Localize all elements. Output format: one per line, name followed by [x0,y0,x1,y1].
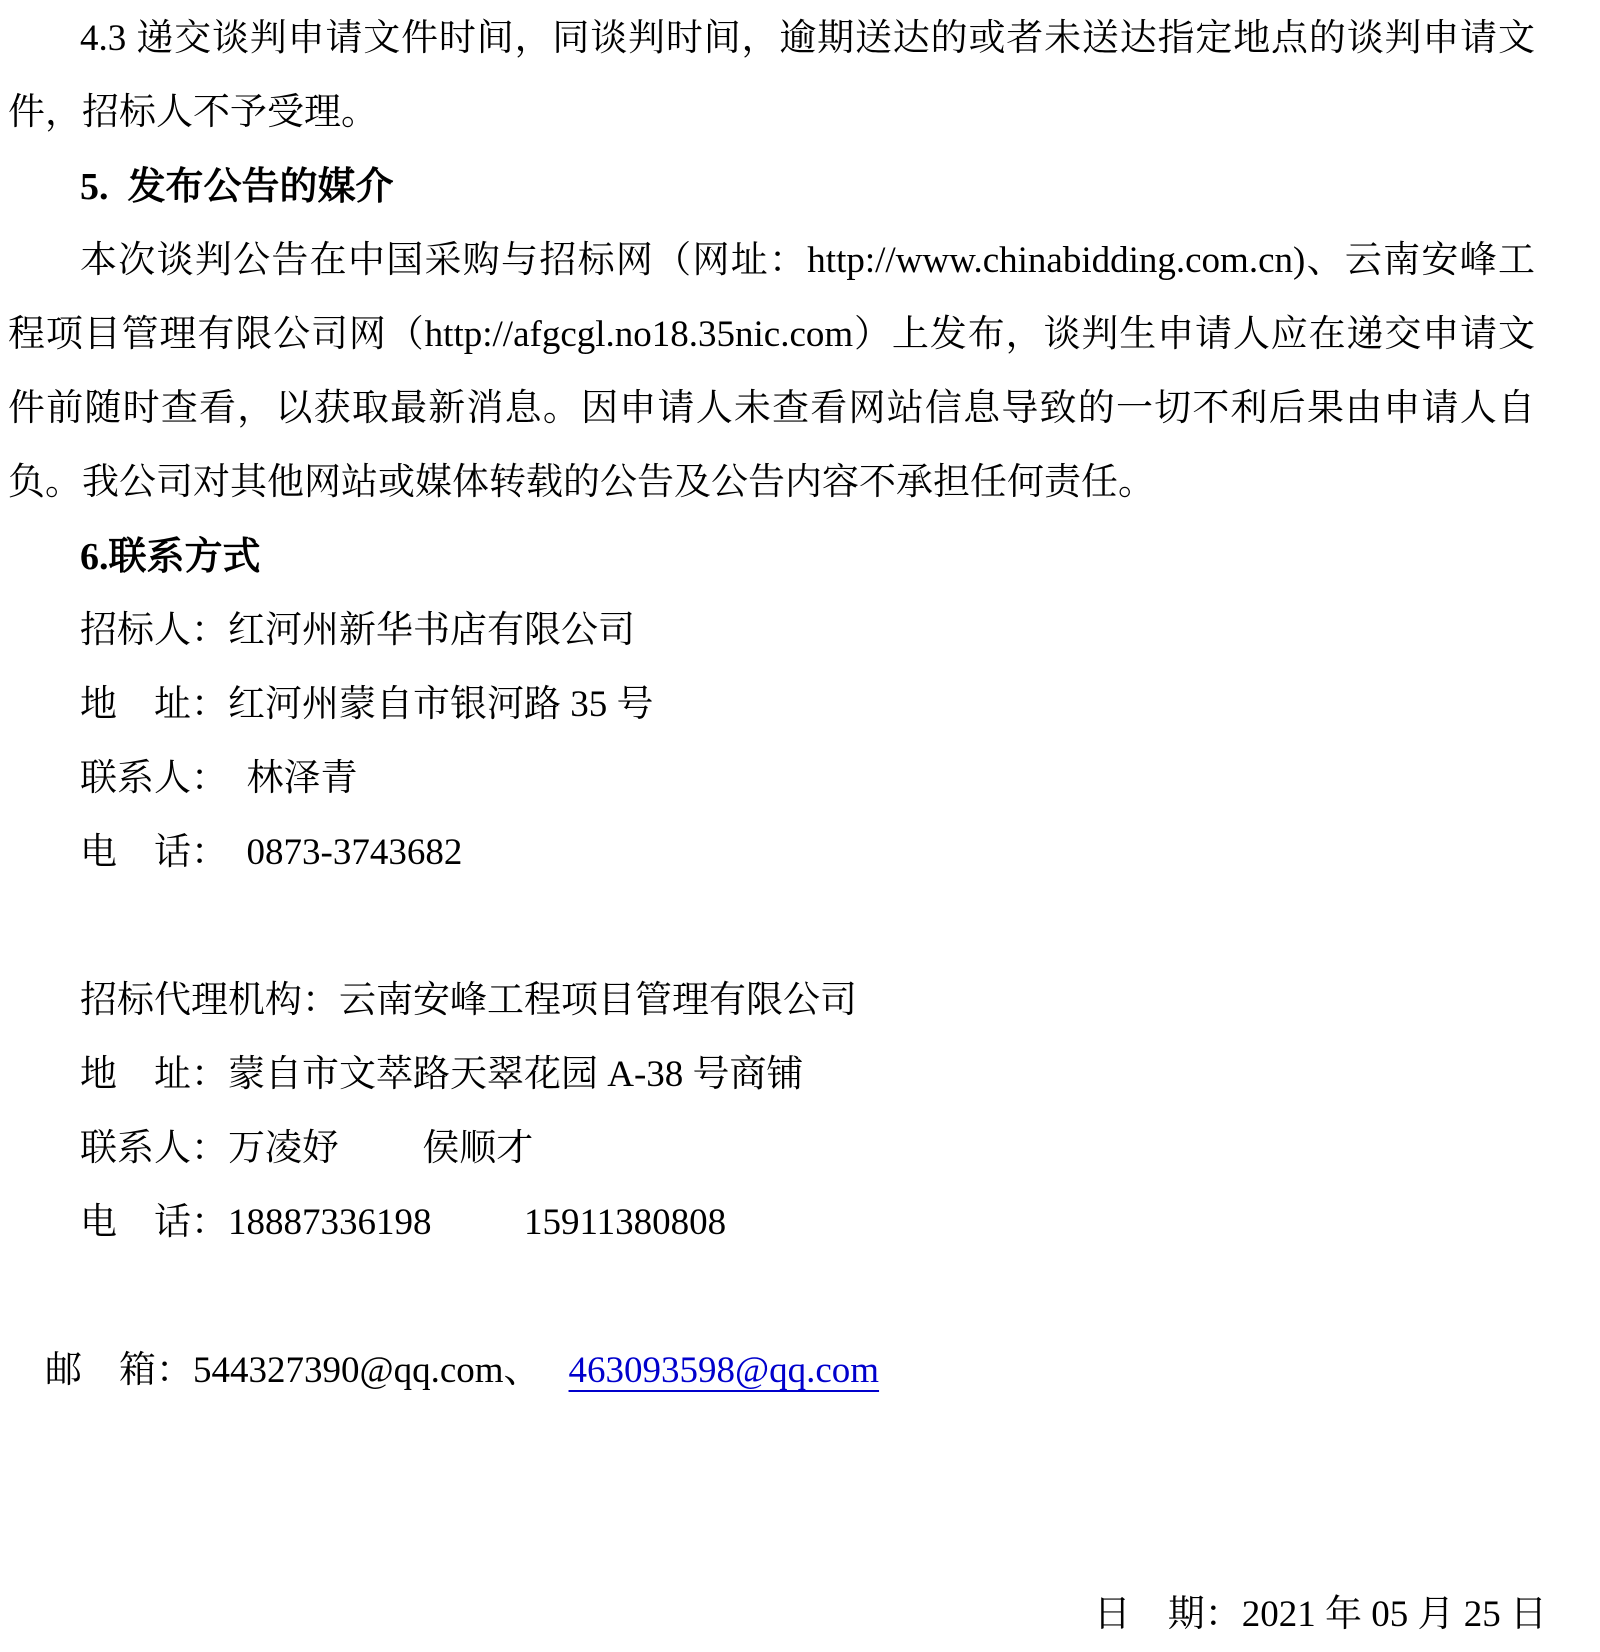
clause-4-3-deadline: 4.3 递交谈判申请文件时间，同谈判时间，逾期送达的或者未送达指定地点的谈判申请文件，招标人不予受理。 [8,18,1535,133]
agency-phone-line: 电 话：18887336198 15911380808 [80,1202,727,1243]
tenderer-name-line: 招标人：红河州新华书店有限公司 [80,610,635,651]
agency-email-link[interactable]: 463093598@qq.com [568,1350,880,1391]
document-date-line: 日 期：2021 年 05 月 25 日 [1093,1594,1547,1635]
agency-address-line: 地 址：蒙自市文萃路天翠花园 A-38 号商铺 [80,1054,804,1095]
agency-email-line [8,1260,1535,1482]
tenderer-contact-line: 联系人： 林泽青 [80,758,358,799]
agency-contact-line: 联系人：万凌妤 侯顺才 [80,1128,534,1169]
heading-6-contact-info: 6.联系方式 [80,536,261,578]
blank-line-separator [8,890,1535,964]
tenderer-phone-line: 电 话： 0873-3743682 [80,832,463,873]
bottom-spacer [8,1482,1535,1578]
para-announcement-media: 本次谈判公告在中国采购与招标网（网址：http://www.chinabidding.com.cn)、云南安峰工程项目管理有限公司网（http://afgcgl.no18.35nic.com）上发布，谈判生申请人应在递交申请文件前随时查看，以获取最新消息。因申请人未查看网站信息导致的一切不利后果由申请人自负。我公司对其他网站或媒体转载的公告及公告内容不承担任何责任。 [8,240,1535,503]
agency-name-line: 招标代理机构：云南安峰工程项目管理有限公司 [80,980,857,1021]
heading-5-announcement-media: 5. 发布公告的媒介 [80,166,394,208]
agency-email-first: 邮 箱：544327390@qq.com、 [45,1350,541,1391]
tenderer-address-line: 地 址：红河州蒙自市银河路 35 号 [80,684,654,725]
